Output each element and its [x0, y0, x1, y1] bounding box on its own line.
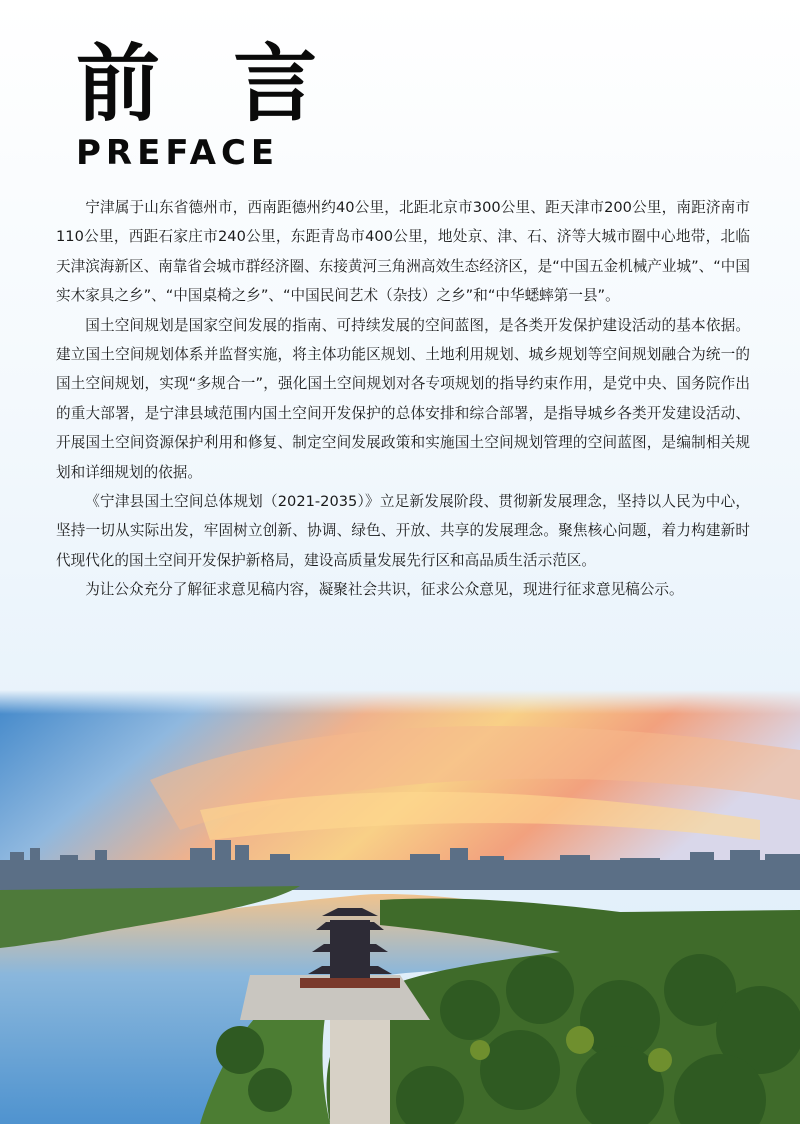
paragraph: 为让公众充分了解征求意见稿内容，凝聚社会共识，征求公众意见，现进行征求意见稿公示。: [85, 581, 684, 599]
city-panorama-photo: [0, 690, 800, 1124]
page-subtitle: PREFACE: [76, 133, 280, 173]
preface-body: [56, 193, 750, 605]
paragraph: 宁津属于山东省德州市，西南距德州约40公里，北距北京市300公里、距天津市200公里，南距济南市110公里，西距石家庄市240公里，东距青岛市400公里，地处京、津、石、济等大城市圈中心地带，北临天津滨海新区、南靠省会城市群经济圈、东接黄河三角洲高效生态经济区，是“中国五金机械产业城”、“中国实木家具之乡”、“中国桌椅之乡”、“中国民间艺术（杂技）之乡”和“中华蟋蟀第一县”。: [56, 199, 750, 305]
paragraph: 国土空间规划是国家空间发展的指南、可持续发展的空间蓝图，是各类开发保护建设活动的基本依据。建立国土空间规划体系并监督实施，将主体功能区规划、土地利用规划、城乡规划等空间规划融合为统一的国土空间规划，实现“多规合一”，强化国土空间规划对各专项规划的指导约束作用，是党中央、国务院作出的重大部署，是宁津县域范围内国土空间开发保护的总体安排和综合部署，是指导城乡各类开发建设活动、开展国土空间资源保护利用和修复、制定空间发展政策和实施国土空间规划管理的空间蓝图，是编制相关规划和详细规划的依据。: [56, 316, 750, 481]
paragraph: 《宁津县国土空间总体规划（2021-2035）》立足新发展阶段、贯彻新发展理念，坚持以人民为中心，坚持一切从实际出发，牢固树立创新、协调、绿色、开放、共享的发展理念。聚焦核心问题，着力构建新时代现代化的国土空间开发保护新格局，建设高质量发展先行区和高品质生活示范区。: [56, 493, 750, 569]
page-title: 前 言: [76, 35, 340, 133]
